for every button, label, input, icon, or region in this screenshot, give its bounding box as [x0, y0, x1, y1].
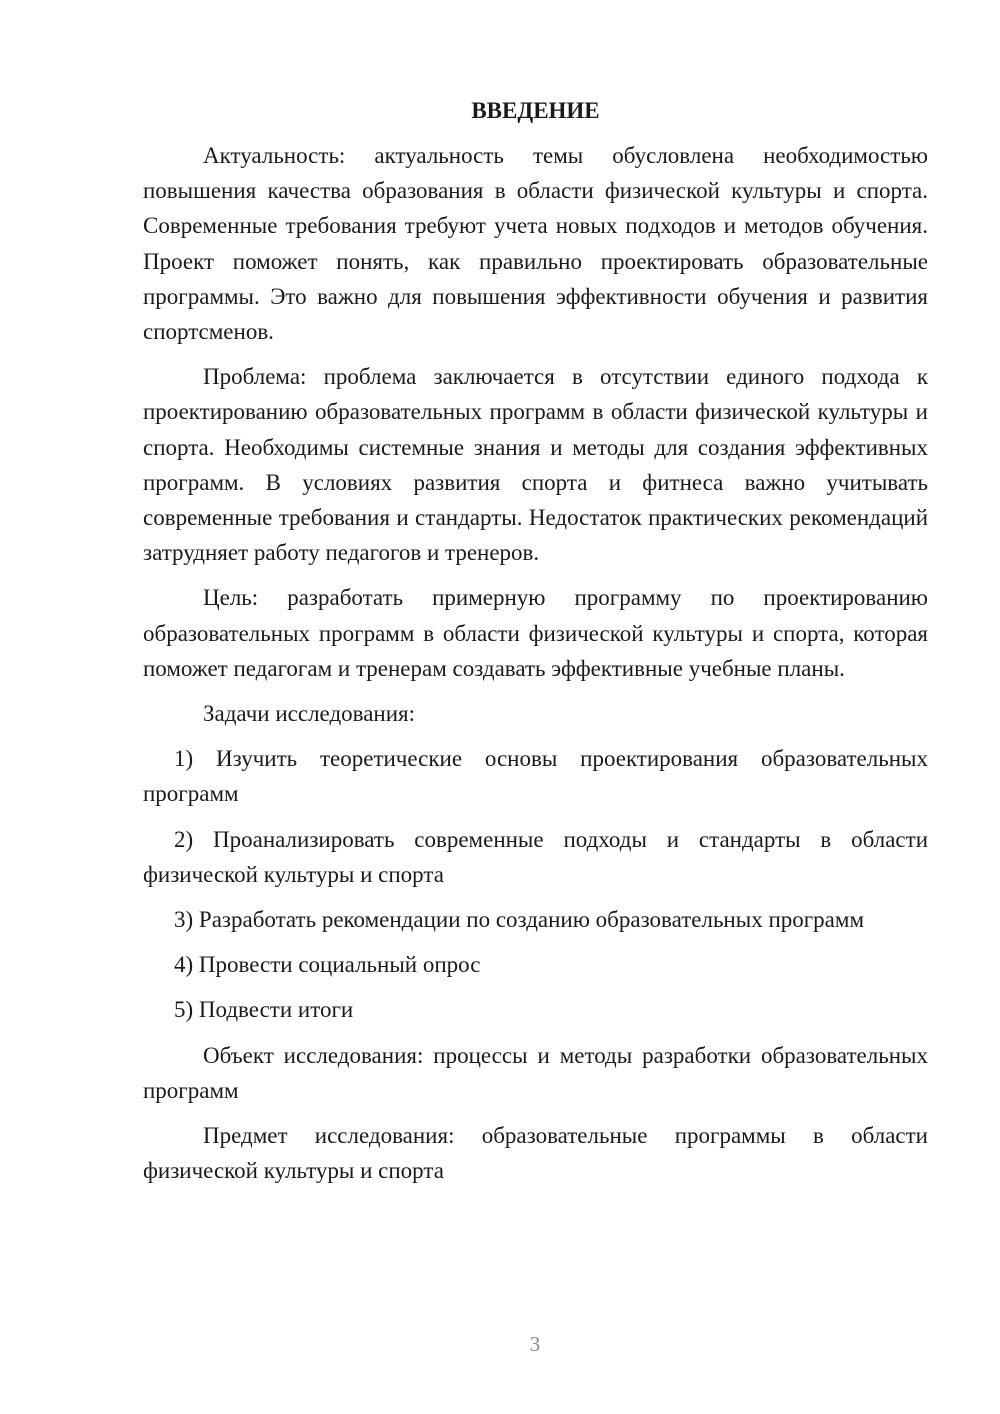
object-paragraph: Объект исследования: процессы и методы разработки образовательных программ — [143, 1042, 928, 1103]
task-item-5: 5) Подвести итоги — [174, 997, 354, 1023]
task-item-4: 4) Провести социальный опрос — [174, 952, 481, 978]
subject-paragraph: Предмет исследования: образовательные программы в области физической культуры и спорта — [143, 1123, 928, 1184]
relevance-paragraph: Актуальность: актуальность темы обусловлена необходимостью повышения качества образования в области физической культуры и спорта. Современные требования требуют учета новых подходов и методов обучения. Проект поможет понять, как правильно проектировать образовательные программы. Это важно для повышения эффективности обучения и развития спортсменов. — [143, 143, 928, 345]
task-item-2: 2) Проанализировать современные подходы и стандарты в области физической культуры и спорта — [143, 826, 928, 887]
task-item-3: 3) Разработать рекомендации по созданию образовательных программ — [174, 907, 864, 933]
problem-paragraph: Проблема: проблема заключается в отсутствии единого подхода к проектированию образовательных программ в области физической культуры и спорта. Необходимы системные знания и методы для создания эффективных программ. В условиях развития спорта и фитнеса важно учитывать современные требования и стандарты. Недостаток практических рекомендаций затрудняет работу педагогов и тренеров. — [143, 364, 928, 566]
goal-paragraph: Цель: разработать примерную программу по проектированию образовательных программ в области физической культуры и спорта, которая поможет педагогам и тренерам создавать эффективные учебные планы. — [143, 585, 928, 681]
section-heading: ВВЕДЕНИЕ — [471, 98, 600, 123]
task-item-1: 1) Изучить теоретические основы проектирования образовательных программ — [143, 746, 928, 807]
page-number: 3 — [529, 1332, 541, 1356]
page-content — [143, 93, 928, 1198]
tasks-title: Задачи исследования: — [203, 701, 416, 727]
